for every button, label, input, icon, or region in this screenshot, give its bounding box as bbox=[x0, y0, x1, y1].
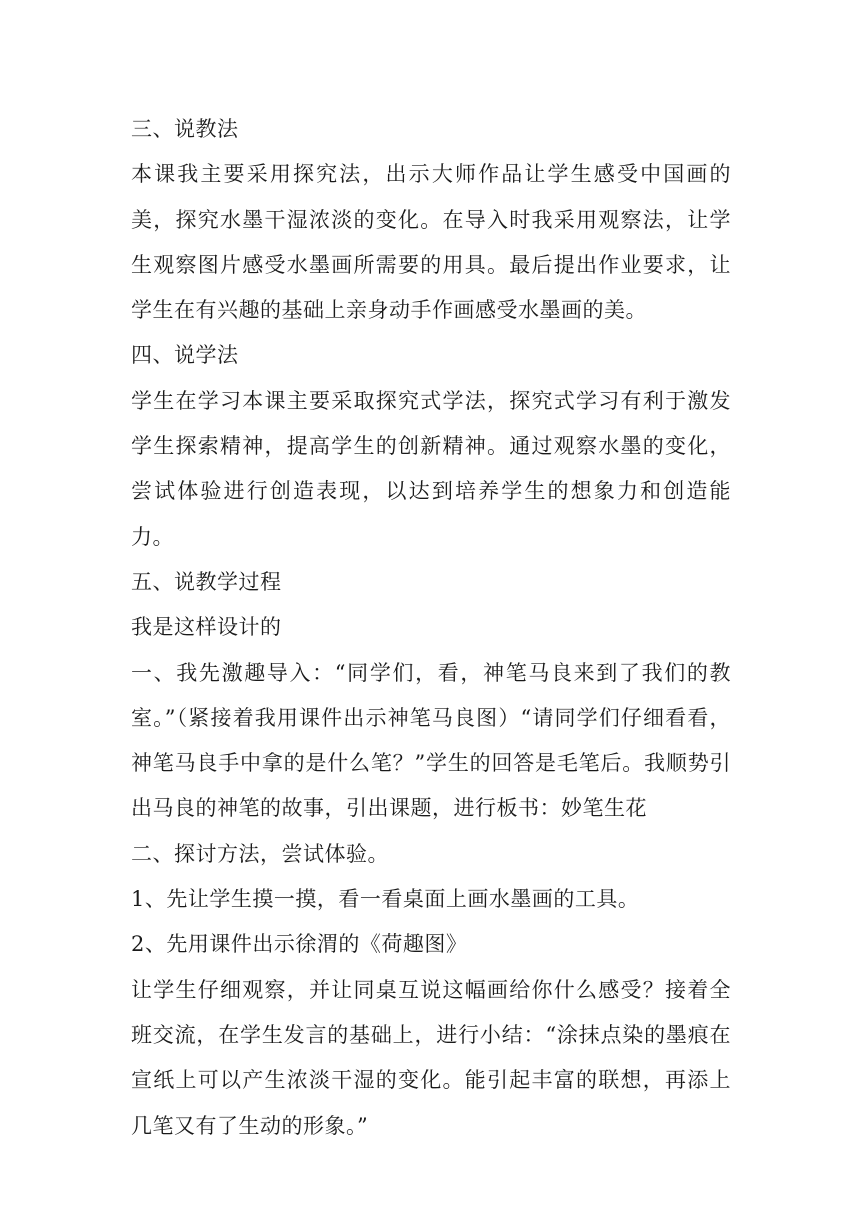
section-heading-learning-method: 四、说学法 bbox=[131, 343, 239, 368]
document-body bbox=[131, 107, 731, 1149]
paragraph-step-two: 二、探讨方法，尝试体验。 bbox=[131, 841, 389, 866]
paragraph-step-one: 一、我先激趣导入：“同学们，看，神笔马良来到了我们的教室。”（紧接着我用课件出示神笔马良图）“请同学们仔细看看，神笔马良手中拿的是什么笔？”学生的回答是毛笔后。我顺势引出马良的神笔的故事，引出课题，进行板书：妙笔生花 bbox=[131, 660, 731, 821]
section-heading-teaching-process: 五、说教学过程 bbox=[131, 569, 282, 594]
list-item-2: 2、先用课件出示徐渭的《荷趣图》 bbox=[131, 932, 468, 957]
section-heading-teaching-method: 三、说教法 bbox=[131, 117, 239, 141]
paragraph-observation: 让学生仔细观察，并让同桌互说这幅画给你什么感受？接着全班交流，在学生发言的基础上，进行小结：“涂抹点染的墨痕在宣纸上可以产生浓淡干湿的变化。能引起丰富的联想，再添上几笔又有了生动的形象。” bbox=[131, 977, 731, 1138]
list-item-1: 1、先让学生摸一摸，看一看桌面上画水墨画的工具。 bbox=[131, 887, 640, 912]
paragraph-design-intro: 我是这样设计的 bbox=[131, 615, 282, 640]
paragraph-learning-method: 学生在学习本课主要采取探究式学法，探究式学习有利于激发学生探索精神，提高学生的创新精神。通过观察水墨的变化，尝试体验进行创造表现，以达到培养学生的想象力和创造能力。 bbox=[131, 388, 731, 549]
paragraph-teaching-method: 本课我主要采用探究法，出示大师作品让学生感受中国画的美，探究水墨干湿浓淡的变化。在导入时我采用观察法，让学生观察图片感受水墨画所需要的用具。最后提出作业要求，让学生在有兴趣的基础上亲身动手作画感受水墨画的美。 bbox=[131, 162, 731, 323]
